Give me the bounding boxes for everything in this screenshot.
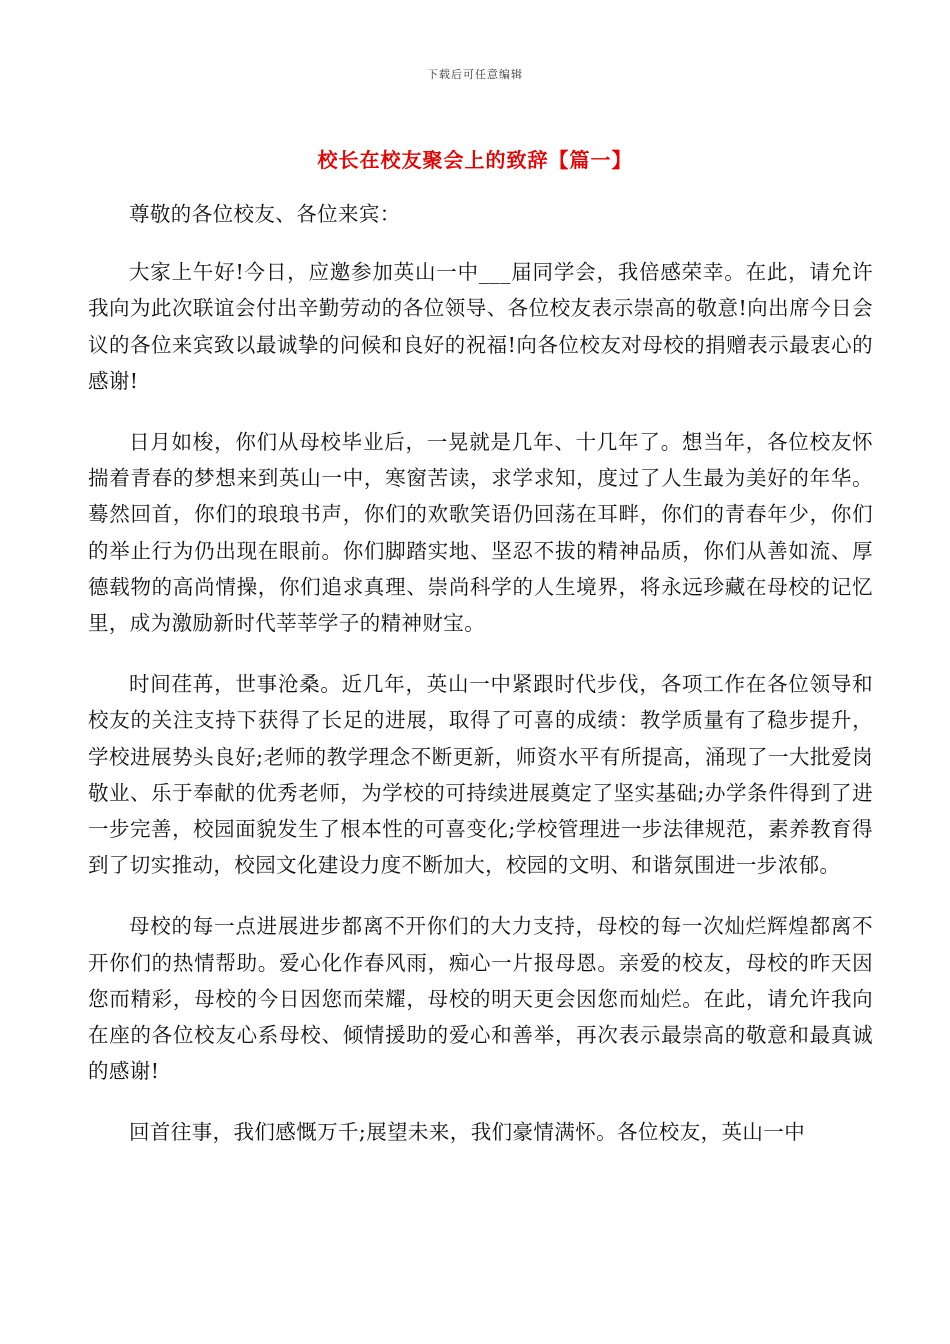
paragraph-5: 回首往事，我们感慨万千;展望未来，我们豪情满怀。各位校友，英山一中 [129, 1120, 806, 1145]
paragraph-4: 母校的每一点进展进步都离不开你们的大力支持，母校的每一次灿烂辉煌都离不开你们的热情帮助。爱心化作春风雨，痴心一片报母恩。亲爱的校友，母校的昨天因您而精彩，母校的今日因您而荣耀，母校的明天更会因您而灿烂。在此，请允许我向在座的各位校友心系母校、倾情援助的爱心和善举，再次表示最崇高的敬意和最真诚的感谢! [88, 914, 873, 1084]
paragraph-1: 大家上午好!今日，应邀参加英山一中___届同学会，我倍感荣幸。在此，请允许我向为此次联谊会付出辛勤劳动的各位领导、各位校友表示崇高的敬意!向出席今日会议的各位来宾致以最诚挚的问候和良好的祝福!向各位校友对母校的捐赠表示最衷心的感谢! [88, 260, 873, 393]
document-title: 校长在校友聚会上的致辞【篇一】 [317, 148, 633, 172]
page-header-note: 下载后可任意编辑 [427, 68, 523, 81]
document-body [88, 196, 873, 1176]
salutation: 尊敬的各位校友、各位来宾： [129, 202, 401, 226]
paragraph-3: 时间荏苒，世事沧桑。近几年，英山一中紧跟时代步伐，各项工作在各位领导和校友的关注支持下获得了长足的进展，取得了可喜的成绩：教学质量有了稳步提升，学校进展势头良好;老师的教学理念不断更新，师资水平有所提高，涌现了一大批爱岗敬业、乐于奉献的优秀老师，为学校的可持续进展奠定了坚实基础;办学条件得到了进一步完善，校园面貌发生了根本性的可喜变化;学校管理进一步法律规范，素养教育得到了切实推动，校园文化建设力度不断加大，校园的文明、和谐氛围进一步浓郁。 [88, 672, 873, 878]
paragraph-2: 日月如梭，你们从母校毕业后，一晃就是几年、十几年了。想当年，各位校友怀揣着青春的梦想来到英山一中，寒窗苦读，求学求知，度过了人生最为美好的年华。蓦然回首，你们的琅琅书声，你们的欢歌笑语仍回荡在耳畔，你们的青春年少，你们的举止行为仍出现在眼前。你们脚踏实地、坚忍不拔的精神品质，你们从善如流、厚德载物的高尚情操，你们追求真理、崇尚科学的人生境界，将永远珍藏在母校的记忆里，成为激励新时代莘莘学子的精神财宝。 [88, 430, 873, 636]
